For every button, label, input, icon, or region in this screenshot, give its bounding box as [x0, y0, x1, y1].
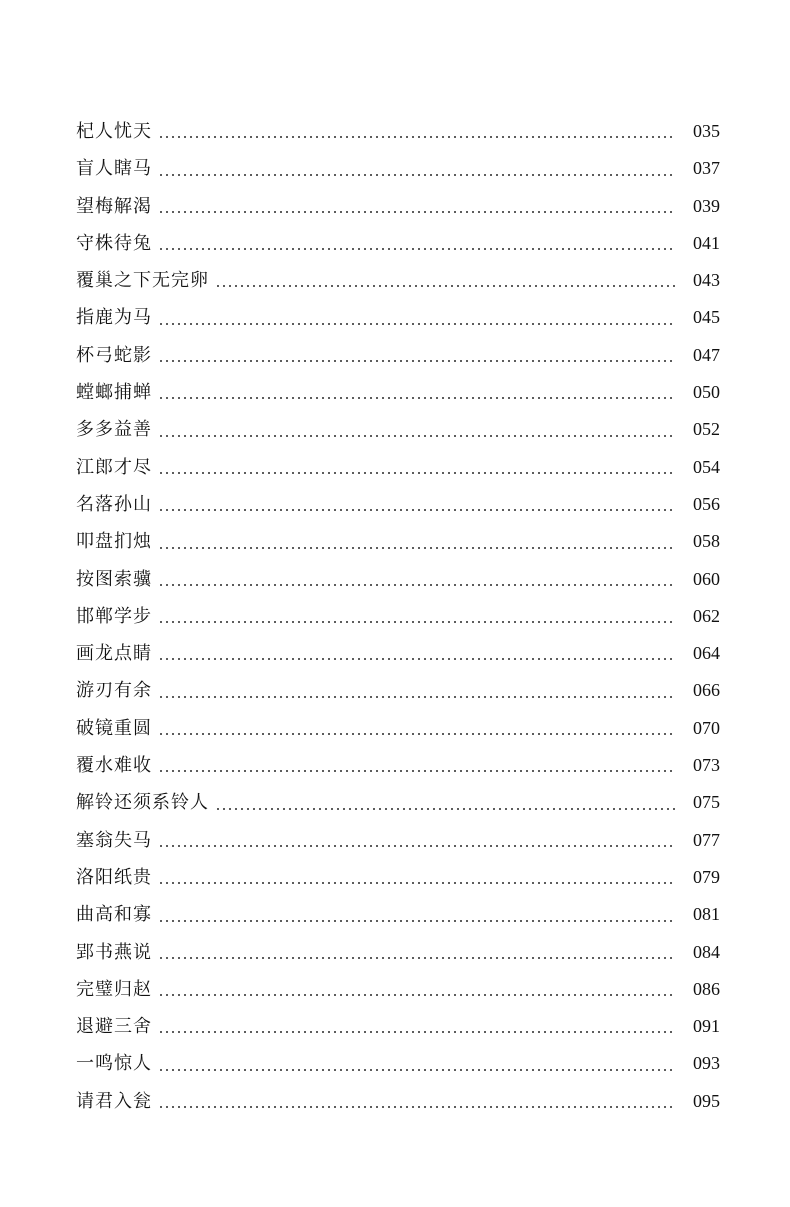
toc-entry-title: 一鸣惊人	[76, 1053, 152, 1075]
toc-entry[interactable]	[76, 337, 720, 374]
toc-entry[interactable]	[76, 672, 720, 709]
toc-entry-page-number: 086	[693, 978, 720, 999]
toc-entry-page-number: 050	[693, 382, 720, 403]
toc-entry-page-number: 064	[693, 643, 720, 664]
dot-leader	[215, 808, 676, 810]
toc-entry-page-number: 077	[693, 829, 720, 850]
toc-entry-title: 覆巢之下无完卵	[76, 270, 209, 292]
dot-leader	[158, 509, 676, 511]
toc-entry[interactable]	[76, 896, 720, 933]
dot-leader	[158, 1069, 676, 1071]
toc-entry-title: 望梅解渴	[76, 195, 152, 217]
dot-leader	[158, 136, 676, 138]
toc-entry-page-number: 081	[693, 904, 720, 925]
dot-leader	[158, 547, 676, 549]
toc-entry-title: 按图索骥	[76, 568, 152, 590]
toc-entry[interactable]	[76, 1045, 720, 1082]
toc-entry-title: 退避三舍	[76, 1016, 152, 1038]
toc-entry-page-number: 041	[693, 232, 720, 253]
toc-entry-title: 画龙点睛	[76, 643, 152, 665]
toc-entry[interactable]	[76, 561, 720, 598]
toc-entry-page-number: 062	[693, 605, 720, 626]
toc-entry-title: 完璧归赵	[76, 978, 152, 1000]
toc-entry-page-number: 084	[693, 941, 720, 962]
toc-entry[interactable]	[76, 859, 720, 896]
toc-entry-page-number: 070	[693, 717, 720, 738]
toc-entry-page-number: 066	[693, 680, 720, 701]
dot-leader	[158, 957, 676, 959]
dot-leader	[158, 770, 676, 772]
toc-entry-title: 郢书燕说	[76, 941, 152, 963]
toc-entry[interactable]	[76, 225, 720, 262]
toc-entry-page-number: 060	[693, 568, 720, 589]
toc-entry-page-number: 035	[693, 121, 720, 141]
toc-entry-page-number: 037	[693, 158, 720, 179]
dot-leader	[158, 360, 676, 362]
toc-entry-page-number: 058	[693, 531, 720, 552]
dot-leader	[158, 845, 676, 847]
dot-leader	[158, 733, 676, 735]
dot-leader	[158, 472, 676, 474]
toc-entry[interactable]	[76, 1008, 720, 1045]
toc-entry[interactable]	[76, 971, 720, 1008]
toc-entry-title: 破镜重圆	[76, 717, 152, 739]
toc-entry-title: 守株待兔	[76, 232, 152, 254]
toc-entry[interactable]	[76, 150, 720, 187]
toc-entry-page-number: 079	[693, 866, 720, 887]
toc-entry-title: 塞翁失马	[76, 829, 152, 851]
toc-entry[interactable]	[76, 934, 720, 971]
toc-entry-title: 杞人忧天	[76, 121, 152, 142]
toc-entry[interactable]	[76, 374, 720, 411]
toc-entry-title: 叩盘扪烛	[76, 531, 152, 553]
toc-entry-page-number: 093	[693, 1053, 720, 1074]
dot-leader	[158, 920, 676, 922]
toc-entry[interactable]	[76, 710, 720, 747]
toc-entry-title: 盲人瞎马	[76, 158, 152, 180]
toc-entry-title: 邯郸学步	[76, 605, 152, 627]
dot-leader	[158, 323, 676, 325]
dot-leader	[158, 1031, 676, 1033]
toc-entry-page-number: 045	[693, 307, 720, 328]
dot-leader	[158, 435, 676, 437]
toc-entry-title: 多多益善	[76, 419, 152, 441]
toc-entry-title: 螳螂捕蝉	[76, 382, 152, 404]
dot-leader	[158, 397, 676, 399]
toc-entry-title: 杯弓蛇影	[76, 344, 152, 366]
dot-leader	[158, 882, 676, 884]
toc-entry-title: 解铃还须系铃人	[76, 792, 209, 814]
toc-entry-title: 洛阳纸贵	[76, 866, 152, 888]
dot-leader	[158, 584, 676, 586]
toc-entry[interactable]	[76, 1083, 720, 1120]
toc-entry[interactable]	[76, 822, 720, 859]
toc-entry-title: 名落孙山	[76, 493, 152, 515]
toc-entry-page-number: 039	[693, 195, 720, 216]
dot-leader	[158, 621, 676, 623]
toc-entry[interactable]	[76, 188, 720, 225]
dot-leader	[215, 285, 676, 287]
toc-entry-page-number: 047	[693, 344, 720, 365]
toc-entry-page-number: 091	[693, 1016, 720, 1037]
toc-entry-title: 江郎才尽	[76, 456, 152, 478]
toc-entry-page-number: 073	[693, 755, 720, 776]
dot-leader	[158, 248, 676, 250]
toc-entry[interactable]	[76, 635, 720, 672]
dot-leader	[158, 994, 676, 996]
toc-entry[interactable]	[76, 598, 720, 635]
toc-entry[interactable]	[76, 411, 720, 448]
toc-entry-title: 指鹿为马	[76, 307, 152, 329]
toc-entry-page-number: 052	[693, 419, 720, 440]
toc-entry[interactable]	[76, 747, 720, 784]
toc-entry-title: 曲高和寡	[76, 904, 152, 926]
toc-entry[interactable]	[76, 299, 720, 336]
toc-entry-page-number: 054	[693, 456, 720, 477]
toc-entry[interactable]	[76, 784, 720, 821]
toc-entry[interactable]	[76, 523, 720, 560]
dot-leader	[158, 1106, 676, 1108]
table-of-contents	[76, 113, 720, 1120]
toc-entry-title: 覆水难收	[76, 755, 152, 777]
dot-leader	[158, 174, 676, 176]
toc-entry[interactable]	[76, 449, 720, 486]
toc-entry-title: 游刃有余	[76, 680, 152, 702]
toc-entry[interactable]	[76, 113, 720, 150]
toc-entry-title: 请君入瓮	[76, 1090, 152, 1112]
dot-leader	[158, 696, 676, 698]
dot-leader	[158, 211, 676, 213]
toc-entry-page-number: 075	[693, 792, 720, 813]
toc-entry-page-number: 056	[693, 493, 720, 514]
toc-entry[interactable]	[76, 262, 720, 299]
dot-leader	[158, 658, 676, 660]
toc-entry-page-number: 043	[693, 270, 720, 291]
toc-entry[interactable]	[76, 486, 720, 523]
toc-entry-page-number: 095	[693, 1090, 720, 1111]
